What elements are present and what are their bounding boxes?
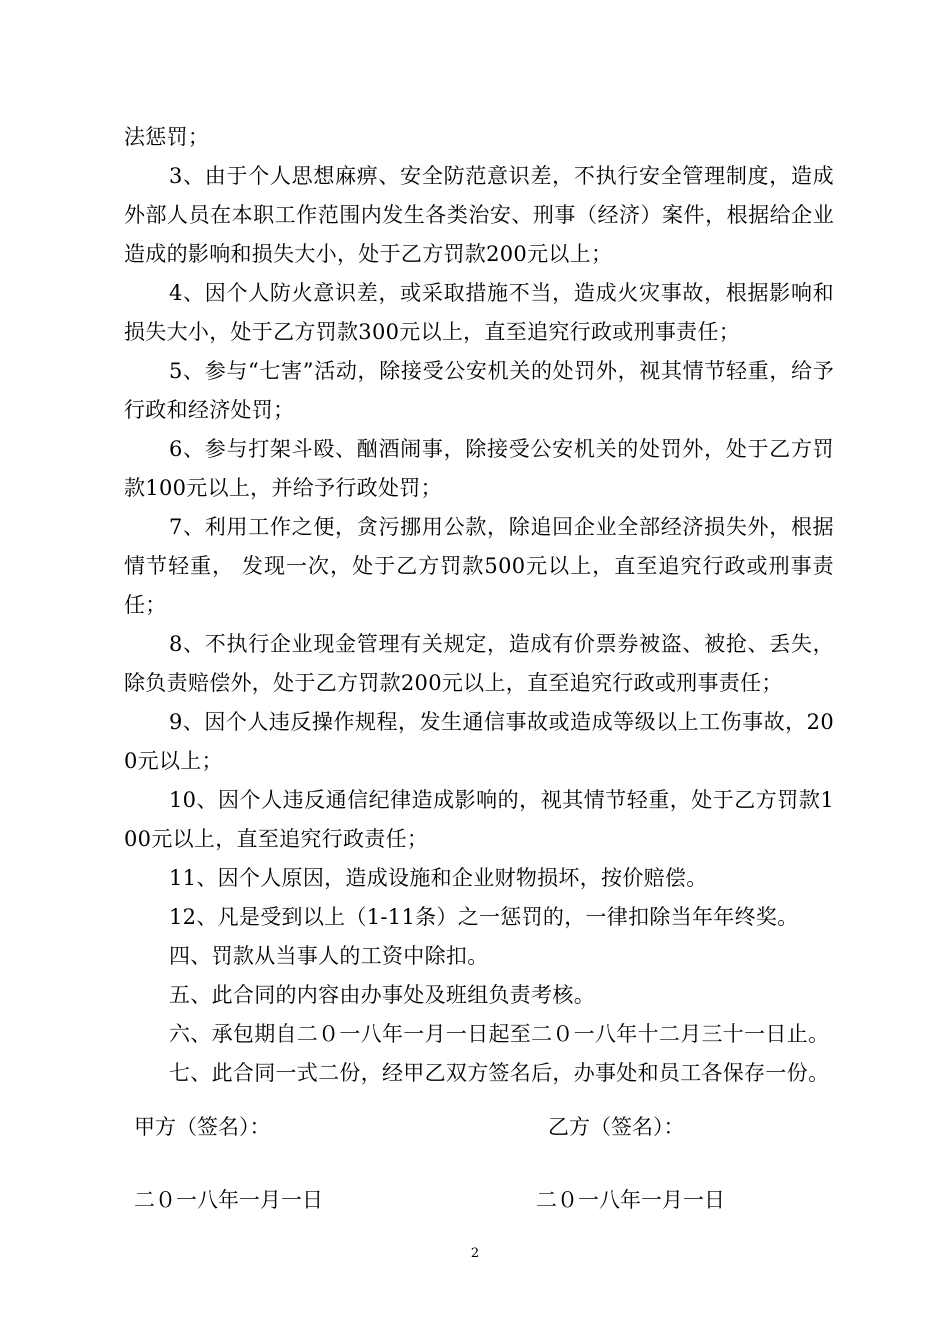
party-b-date: 二０一八年一月一日 <box>536 1188 725 1212</box>
party-a-date: 二０一八年一月一日 <box>134 1188 323 1212</box>
contract-body <box>124 118 834 1093</box>
clause-9: 9、因个人违反操作规程，发生通信事故或造成等级以上工伤事故，200元以上； <box>124 710 834 773</box>
clause-5: 5、参与“七害”活动，除接受公安机关的处罚外，视其情节轻重，给予行政和经济处罚； <box>124 359 834 422</box>
party-a-signature-label: 甲方（签名）： <box>134 1115 271 1139</box>
clause-12: 12、凡是受到以上（1-11条）之一惩罚的，一律扣除当年年终奖。 <box>169 905 799 929</box>
clause-7: 7、利用工作之便，贪污挪用公款，除追回企业全部经济损失外，根据情节轻重， 发现一次，处于乙方罚款500元以上，直至追究行政或刑事责任； <box>124 515 834 617</box>
section-6: 六、承包期自二０一八年一月一日起至二０一八年十二月三十一日止。 <box>169 1022 830 1046</box>
paragraph-continuation: 法惩罚； <box>124 125 210 149</box>
page-number: 2 <box>470 1246 480 1261</box>
clause-10: 10、因个人违反通信纪律造成影响的，视其情节轻重，处于乙方罚款100元以上，直至追究行政责任； <box>124 788 834 851</box>
party-b-signature-label: 乙方（签名）： <box>548 1115 685 1139</box>
section-4: 四、罚款从当事人的工资中除扣。 <box>169 944 489 968</box>
clause-8: 8、不执行企业现金管理有关规定，造成有价票券被盗、被抢、丢失，除负责赔偿外，处于乙方罚款200元以上，直至追究行政或刑事责任； <box>124 632 834 695</box>
clause-4: 4、因个人防火意识差，或采取措施不当，造成火灾事故，根据影响和损失大小，处于乙方罚款300元以上，直至追究行政或刑事责任； <box>124 281 834 344</box>
clause-6: 6、参与打架斗殴、酗酒闹事，除接受公安机关的处罚外，处于乙方罚款100元以上，并给予行政处罚； <box>124 437 834 500</box>
section-7: 七、此合同一式二份，经甲乙双方签名后，办事处和员工各保存一份。 <box>169 1061 830 1085</box>
section-5: 五、此合同的内容由办事处及班组负责考核。 <box>169 983 595 1007</box>
clause-11: 11、因个人原因，造成设施和企业财物损坏，按价赔偿。 <box>169 866 708 890</box>
clause-3: 3、由于个人思想麻痹、安全防范意识差，不执行安全管理制度，造成外部人员在本职工作范围内发生各类治安、刑事（经济）案件，根据给企业造成的影响和损失大小，处于乙方罚款200元以上； <box>124 164 834 266</box>
